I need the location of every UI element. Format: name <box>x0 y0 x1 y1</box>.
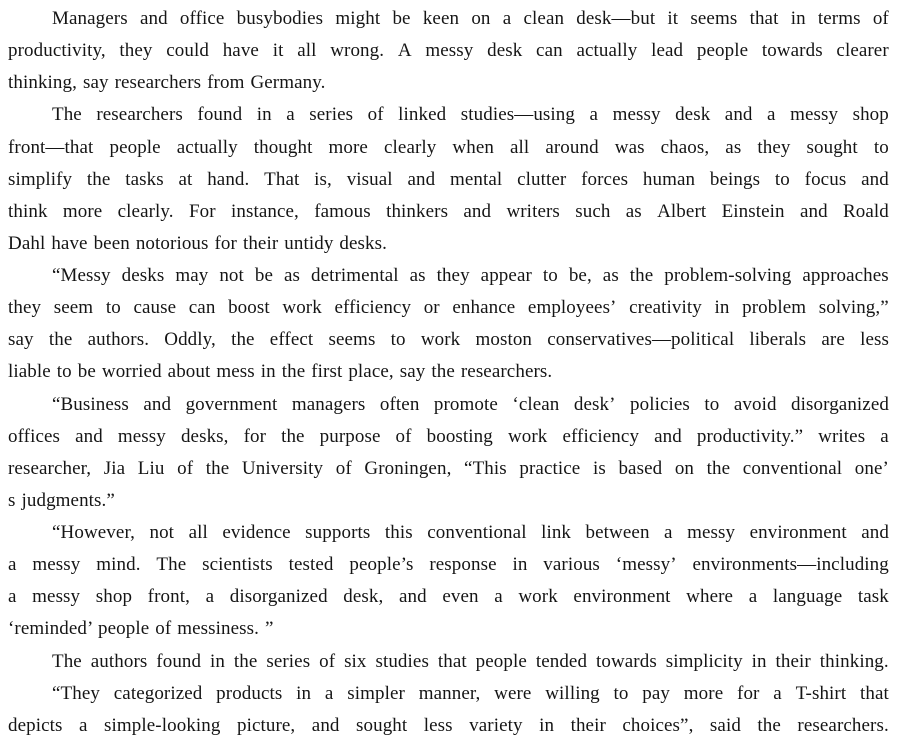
text-line: front—that people actually thought more clearly when all around was chaos, as they sought to <box>8 136 889 158</box>
text-line: they seem to cause can boost work efficiency or enhance employees’ creativity in problem solving,” <box>8 297 889 319</box>
paragraph <box>8 3 889 99</box>
paragraph <box>8 389 889 518</box>
text-line: “Messy desks may not be as detrimental as they appear to be, as the problem-solving approaches <box>52 265 889 286</box>
text-line: depicts a simple-looking picture, and sought less variety in their choices”, said the researchers. <box>8 714 889 736</box>
text-line: simplify the tasks at hand. That is, visual and mental clutter forces human beings to focus and <box>8 168 889 190</box>
text-line: ‘reminded’ people of messiness. ” <box>8 618 274 640</box>
text-line: s judgments.” <box>8 489 115 511</box>
text-line: “Business and government managers often promote ‘clean desk’ policies to avoid disorganized <box>52 393 889 415</box>
text-line: “They categorized products in a simpler manner, were willing to pay more for a T-shirt that <box>52 682 889 704</box>
text-line: productivity, they could have it all wrong. A messy desk can actually lead people towards clearer <box>8 40 889 62</box>
paragraph <box>8 260 889 389</box>
text-line: The researchers found in a series of linked studies—using a messy desk and a messy shop <box>52 104 889 126</box>
article-text <box>8 3 889 742</box>
text-line: thinking, say researchers from Germany. <box>8 72 326 94</box>
text-line: a messy mind. The scientists tested people’s response in various ‘messy’ environments—including <box>8 554 889 576</box>
paragraph <box>8 678 889 742</box>
text-line: The authors found in the series of six studies that people tended towards simplicity in their thinking. <box>52 650 889 672</box>
text-line: say the authors. Oddly, the effect seems to work moston conservatives—political liberals are less <box>8 329 889 351</box>
paragraph <box>8 99 889 260</box>
text-line: a messy shop front, a disorganized desk, and even a work environment where a language task <box>8 586 889 608</box>
text-line: Dahl have been notorious for their untidy desks. <box>8 232 387 254</box>
paragraph <box>8 646 889 678</box>
text-line: think more clearly. For instance, famous thinkers and writers such as Albert Einstein and Roald <box>8 200 889 222</box>
text-line: offices and messy desks, for the purpose of boosting work efficiency and productivity.” writes a <box>8 425 889 447</box>
text-line: liable to be worried about mess in the first place, say the researchers. <box>8 361 553 383</box>
text-line: “However, not all evidence supports this conventional link between a messy environment and <box>52 522 889 543</box>
text-line: researcher, Jia Liu of the University of Groningen, “This practice is based on the conventional one’ <box>8 457 889 479</box>
text-line: Managers and office busybodies might be keen on a clean desk—but it seems that in terms of <box>52 8 889 29</box>
paragraph <box>8 517 889 646</box>
document-page <box>8 3 889 742</box>
